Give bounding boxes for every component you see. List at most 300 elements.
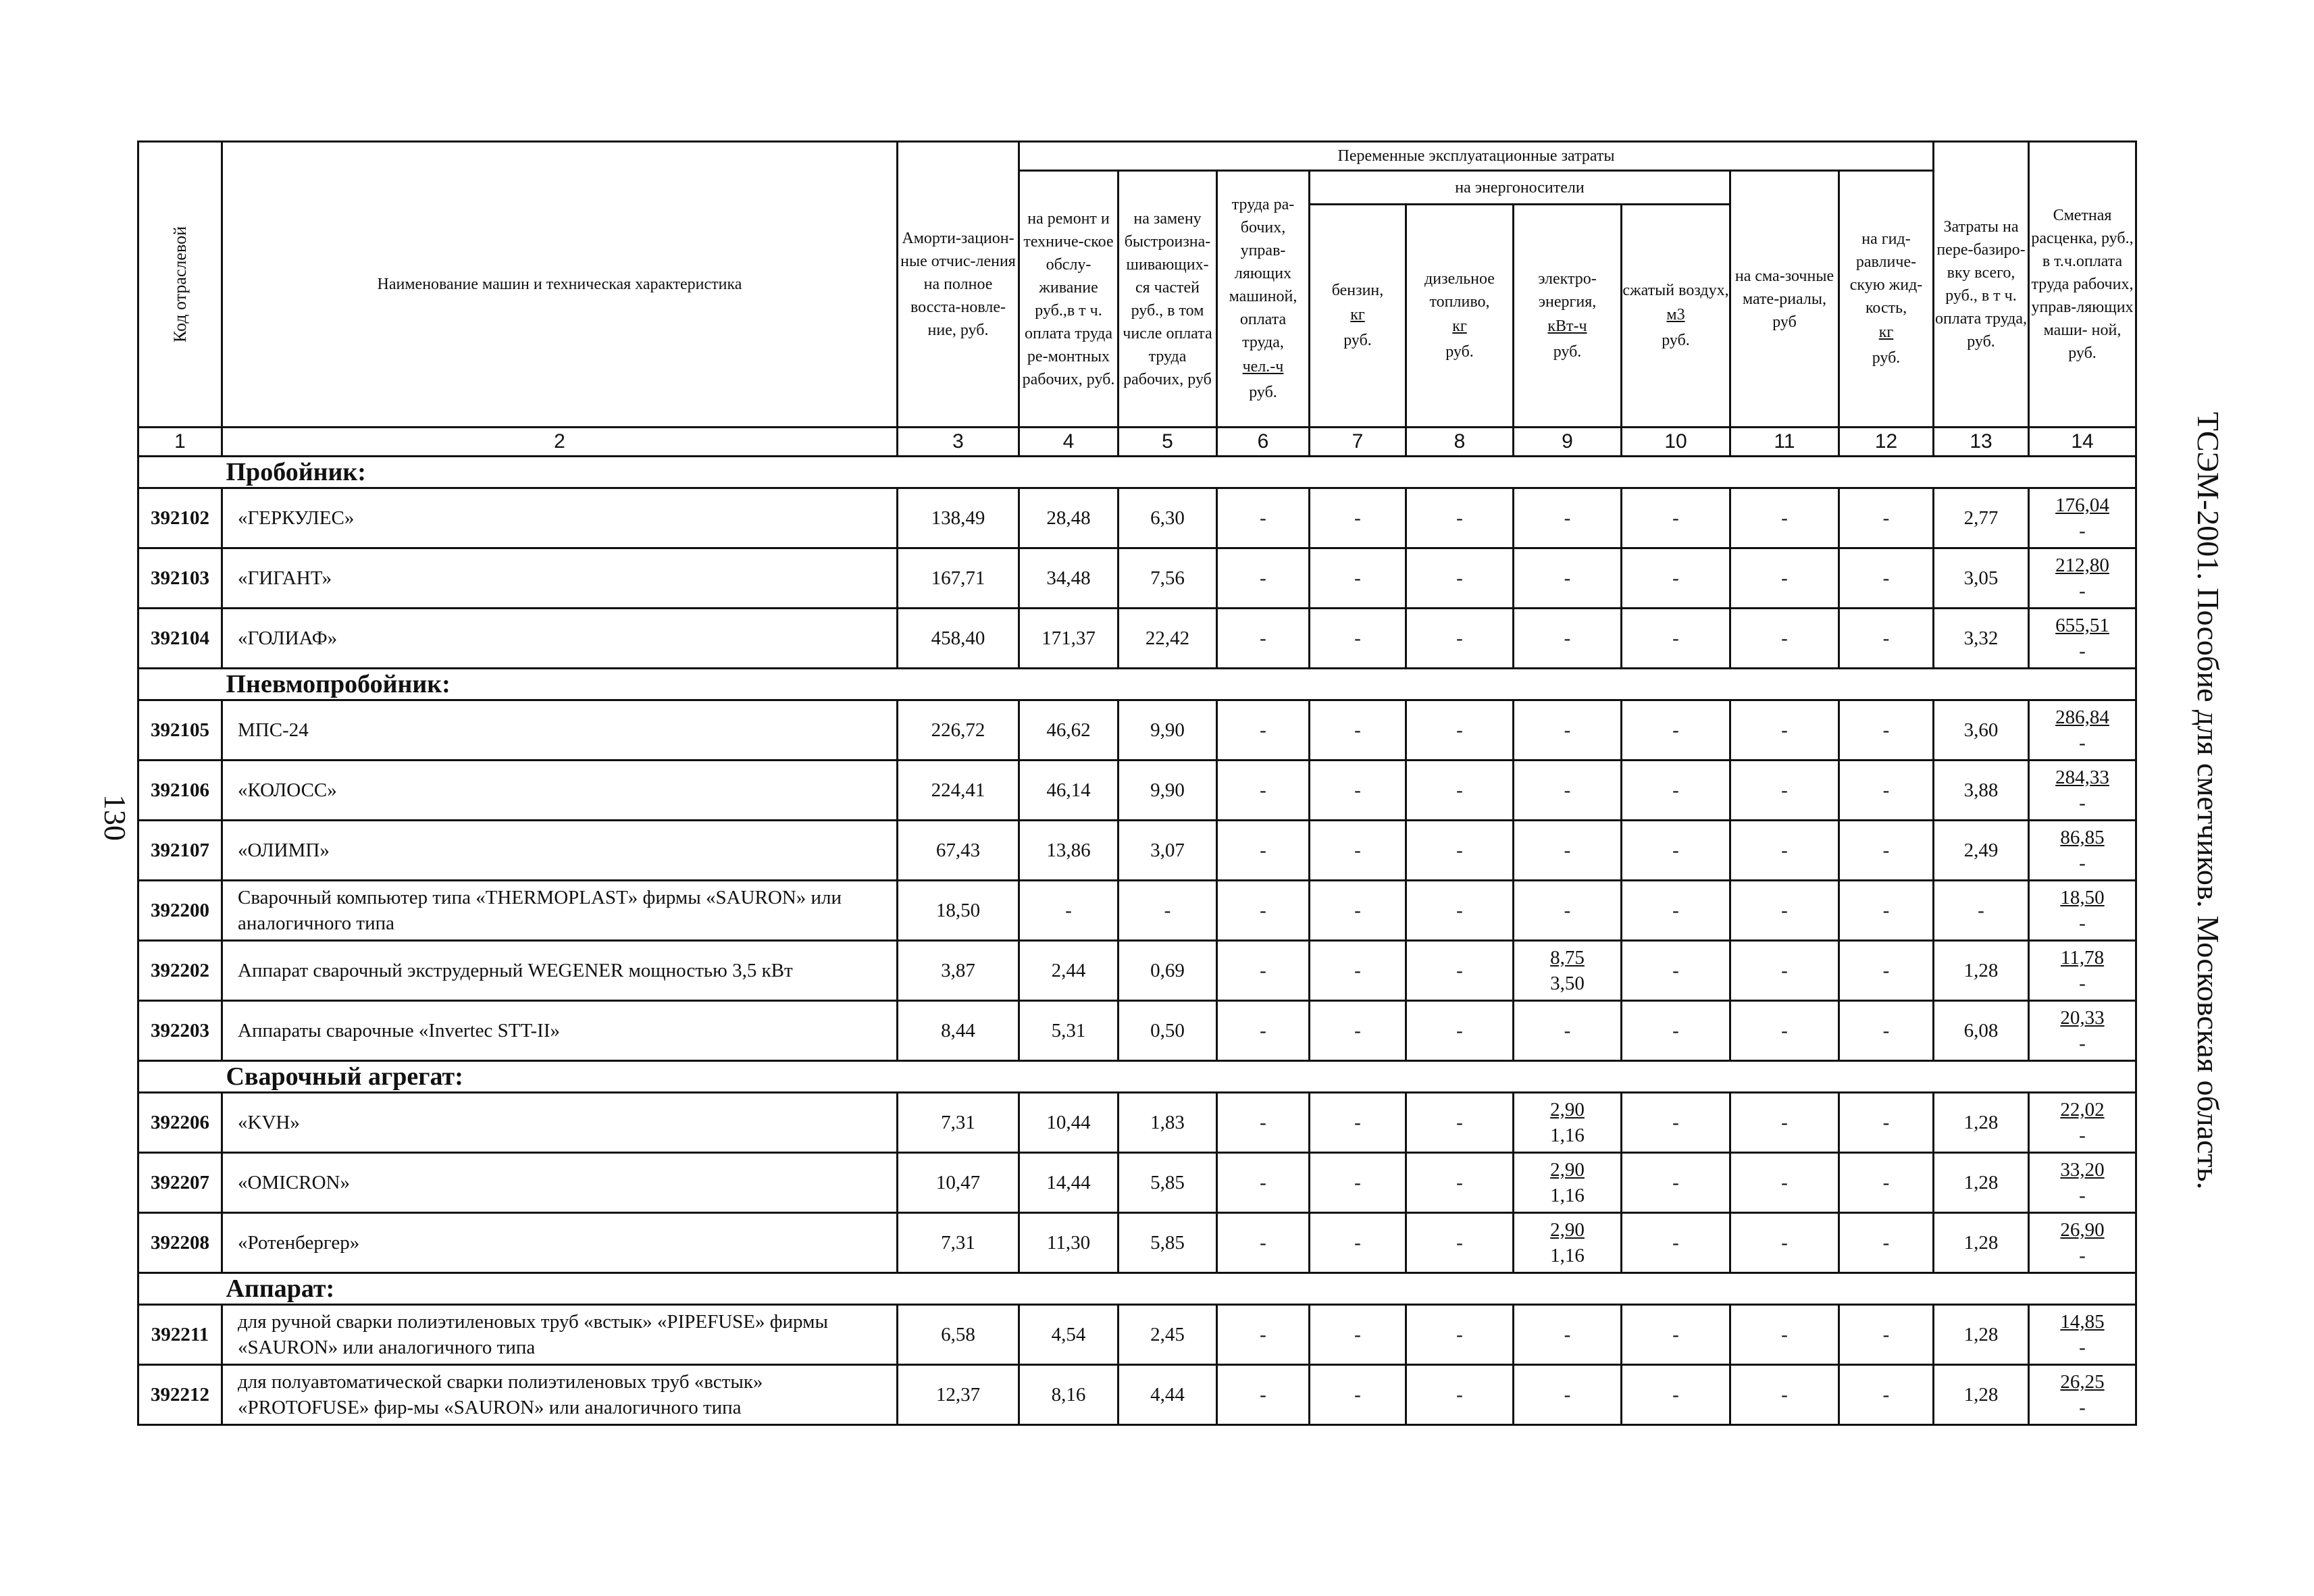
- rate-total: 11,78: [2060, 947, 2105, 969]
- lubricant-cell: -: [1730, 1093, 1839, 1153]
- air-cell: -: [1622, 881, 1730, 941]
- labor-cell: -: [1217, 1213, 1310, 1273]
- rate-total: 18,50: [2060, 887, 2105, 908]
- table-row: [138, 1001, 2136, 1061]
- header-air: сжатый воздух, $\frac{м3}{\text{руб.}}$: [1622, 205, 1730, 428]
- rate-labor: -: [2079, 640, 2086, 662]
- header-parts: на замену быстроизна-шивающих-ся частей руб., в том числе оплата труда рабочих, руб: [1119, 171, 1217, 428]
- machine-code: 392208: [138, 1213, 222, 1273]
- header-diesel: дизельное топливо, $\frac{кг}{\text{руб.}}$: [1406, 205, 1514, 428]
- diesel-cell: -: [1406, 941, 1514, 1001]
- relocation-cell: 1,28: [1934, 1213, 2029, 1273]
- rate-fraction: [2055, 765, 2109, 816]
- parts-cell: 1,83: [1119, 1093, 1217, 1153]
- labor-cell: -: [1217, 821, 1310, 881]
- column-number: 5: [1119, 428, 1217, 457]
- relocation-cell: 6,08: [1934, 1001, 2029, 1061]
- machine-code: 392200: [138, 881, 222, 941]
- parts-cell: -: [1119, 881, 1217, 941]
- column-number: 13: [1934, 428, 2029, 457]
- rate-fraction: [2055, 492, 2109, 544]
- column-number-row: [138, 428, 2136, 457]
- rate-labor: -: [2079, 973, 2086, 994]
- column-number: 3: [898, 428, 1019, 457]
- rate-labor: -: [2079, 852, 2086, 874]
- repair-cell: 46,62: [1019, 700, 1119, 761]
- repair-cell: 11,30: [1019, 1213, 1119, 1273]
- rate-fraction: [2055, 552, 2109, 604]
- petrol-cell: -: [1310, 821, 1406, 881]
- relocation-cell: 2,77: [1934, 488, 2029, 548]
- column-number: 14: [2029, 428, 2136, 457]
- machine-code: 392106: [138, 761, 222, 821]
- machine-code: 392203: [138, 1001, 222, 1061]
- column-number: 1: [138, 428, 222, 457]
- machine-name: «ГОЛИАФ»: [222, 609, 898, 669]
- electricity-cell: -: [1514, 821, 1622, 881]
- rate-total: 86,85: [2060, 827, 2105, 848]
- machine-name: Аппарат сварочный экструдерный WEGENER мощностью 3,5 кВт: [222, 941, 898, 1001]
- diesel-cell: -: [1406, 1305, 1514, 1365]
- parts-cell: 0,69: [1119, 941, 1217, 1001]
- header-lubricant: на сма-зочные мате-риалы, руб: [1730, 171, 1839, 428]
- section-title: Сварочный агрегат:: [222, 1061, 2136, 1093]
- rate-fraction: [2060, 1005, 2104, 1056]
- amortization-cell: 67,43: [898, 821, 1019, 881]
- air-cell: -: [1622, 1365, 1730, 1425]
- electricity-cell: [1514, 1093, 1622, 1153]
- repair-cell: 14,44: [1019, 1153, 1119, 1213]
- section-title: Пневмопробойник:: [222, 669, 2136, 700]
- column-number: 12: [1839, 428, 1934, 457]
- electricity-kwh: 2,90: [1550, 1099, 1585, 1121]
- repair-cell: 28,48: [1019, 488, 1119, 548]
- column-number: 6: [1217, 428, 1310, 457]
- hydraulic-cell: -: [1839, 700, 1934, 761]
- air-cell: -: [1622, 1153, 1730, 1213]
- diesel-cell: -: [1406, 1153, 1514, 1213]
- rate-fraction: [2055, 704, 2109, 756]
- hydraulic-cell: -: [1839, 1153, 1934, 1213]
- amortization-cell: 8,44: [898, 1001, 1019, 1061]
- machine-code: 392105: [138, 700, 222, 761]
- hydraulic-cell: -: [1839, 609, 1934, 669]
- electricity-cell: -: [1514, 1305, 1622, 1365]
- table-row: [138, 761, 2136, 821]
- rate-total: 26,90: [2060, 1219, 2105, 1241]
- table-row: [138, 1093, 2136, 1153]
- diesel-cell: -: [1406, 761, 1514, 821]
- relocation-cell: 2,49: [1934, 821, 2029, 881]
- hydraulic-cell: -: [1839, 881, 1934, 941]
- table-body: [138, 428, 2136, 1425]
- repair-cell: 10,44: [1019, 1093, 1119, 1153]
- repair-cell: 8,16: [1019, 1365, 1119, 1425]
- machine-code: 392102: [138, 488, 222, 548]
- parts-cell: 9,90: [1119, 700, 1217, 761]
- hydraulic-cell: -: [1839, 1213, 1934, 1273]
- machine-name: «Ротенбергер»: [222, 1213, 898, 1273]
- petrol-cell: -: [1310, 1093, 1406, 1153]
- machine-name: «KVH»: [222, 1093, 898, 1153]
- petrol-cell: -: [1310, 1001, 1406, 1061]
- amortization-cell: 7,31: [898, 1213, 1019, 1273]
- electricity-kwh: 2,90: [1550, 1159, 1585, 1181]
- labor-cell: -: [1217, 1153, 1310, 1213]
- machine-name: «КОЛОСС»: [222, 761, 898, 821]
- header-petrol: бензин, $\frac{кг}{\text{руб.}}$: [1310, 205, 1406, 428]
- labor-cell: -: [1217, 761, 1310, 821]
- electricity-cell: -: [1514, 609, 1622, 669]
- rate-labor: -: [2079, 1033, 2086, 1054]
- section-title: Пробойник:: [222, 457, 2136, 488]
- relocation-cell: 1,28: [1934, 1305, 2029, 1365]
- price-table: [137, 140, 2137, 1426]
- lubricant-cell: -: [1730, 609, 1839, 669]
- header-relocation: Затраты на пере-базиро-вку всего, руб., в т ч. оплата труда, руб.: [1934, 142, 2029, 428]
- hydraulic-cell: -: [1839, 761, 1934, 821]
- air-cell: -: [1622, 1213, 1730, 1273]
- rate-total: 33,20: [2060, 1159, 2105, 1181]
- repair-cell: 46,14: [1019, 761, 1119, 821]
- parts-cell: 9,90: [1119, 761, 1217, 821]
- petrol-cell: -: [1310, 1213, 1406, 1273]
- rate-cell: [2029, 609, 2136, 669]
- amortization-cell: 226,72: [898, 700, 1019, 761]
- section-title: Аппарат:: [222, 1273, 2136, 1305]
- repair-cell: 34,48: [1019, 548, 1119, 609]
- relocation-cell: 3,88: [1934, 761, 2029, 821]
- hydraulic-cell: -: [1839, 1001, 1934, 1061]
- electricity-cell: [1514, 1153, 1622, 1213]
- air-cell: -: [1622, 548, 1730, 609]
- table-row: [138, 1305, 2136, 1365]
- header-labor: труда ра-бочих, управ-ляющих машиной, оплата труда, $\frac{\text{чел.-ч}}{\text{руб.}}$: [1217, 171, 1310, 428]
- labor-cell: -: [1217, 941, 1310, 1001]
- labor-cell: -: [1217, 1001, 1310, 1061]
- lubricant-cell: -: [1730, 488, 1839, 548]
- petrol-cell: -: [1310, 761, 1406, 821]
- amortization-cell: 7,31: [898, 1093, 1019, 1153]
- rate-total: 22,02: [2060, 1099, 2105, 1121]
- rate-fraction: [2060, 1157, 2104, 1208]
- labor-cell: -: [1217, 881, 1310, 941]
- diesel-cell: -: [1406, 1365, 1514, 1425]
- page-number: 130: [97, 794, 132, 841]
- rate-total: 20,33: [2060, 1007, 2105, 1029]
- relocation-cell: -: [1934, 881, 2029, 941]
- header-rate: Сметная расценка, руб., в т.ч.оплата труда рабочих, управ-ляющих маши- ной, руб.: [2029, 142, 2136, 428]
- lubricant-cell: -: [1730, 1001, 1839, 1061]
- table-row: [138, 609, 2136, 669]
- rate-labor: -: [2079, 912, 2086, 934]
- rate-cell: [2029, 1001, 2136, 1061]
- relocation-cell: 3,05: [1934, 548, 2029, 609]
- section-header-row: [138, 457, 2136, 488]
- electricity-cell: -: [1514, 700, 1622, 761]
- header-energy: на энергоносители: [1310, 171, 1730, 205]
- column-number: 2: [222, 428, 898, 457]
- electricity-cell: -: [1514, 1365, 1622, 1425]
- electricity-fraction: [1550, 1157, 1585, 1208]
- petrol-cell: -: [1310, 609, 1406, 669]
- parts-cell: 7,56: [1119, 548, 1217, 609]
- electricity-fraction: [1550, 1097, 1585, 1148]
- machine-code: 392107: [138, 821, 222, 881]
- rate-cell: [2029, 548, 2136, 609]
- diesel-cell: -: [1406, 1213, 1514, 1273]
- table-row: [138, 1153, 2136, 1213]
- electricity-cell: -: [1514, 761, 1622, 821]
- relocation-cell: 3,60: [1934, 700, 2029, 761]
- lubricant-cell: -: [1730, 1365, 1839, 1425]
- lubricant-cell: -: [1730, 821, 1839, 881]
- parts-cell: 3,07: [1119, 821, 1217, 881]
- hydraulic-cell: -: [1839, 548, 1934, 609]
- machine-name: для полуавтоматической сварки полиэтиленовых труб «встык» «PROTOFUSE» фир-мы «SAURON» или аналогичного типа: [222, 1365, 898, 1425]
- diesel-cell: -: [1406, 881, 1514, 941]
- header-name: Наименование машин и техническая характеристика: [222, 142, 898, 428]
- electricity-kwh: 8,75: [1550, 947, 1585, 969]
- amortization-cell: 167,71: [898, 548, 1019, 609]
- electricity-cell: -: [1514, 488, 1622, 548]
- rate-fraction: [2060, 1369, 2104, 1420]
- air-cell: -: [1622, 1093, 1730, 1153]
- rate-fraction: [2055, 613, 2109, 664]
- air-cell: -: [1622, 821, 1730, 881]
- electricity-rub: 1,16: [1550, 1185, 1585, 1206]
- price-table-sheet: [137, 140, 2135, 1426]
- hydraulic-cell: -: [1839, 488, 1934, 548]
- diesel-cell: -: [1406, 609, 1514, 669]
- rate-cell: [2029, 1093, 2136, 1153]
- table-row: [138, 1365, 2136, 1425]
- column-number: 10: [1622, 428, 1730, 457]
- machine-name: «ОЛИМП»: [222, 821, 898, 881]
- relocation-cell: 3,32: [1934, 609, 2029, 669]
- hydraulic-cell: -: [1839, 1093, 1934, 1153]
- rate-labor: -: [2079, 1185, 2086, 1206]
- machine-code: 392104: [138, 609, 222, 669]
- rate-labor: -: [2079, 1245, 2086, 1266]
- petrol-cell: -: [1310, 1365, 1406, 1425]
- rate-cell: [2029, 1153, 2136, 1213]
- section-code-cell: [138, 669, 222, 700]
- labor-cell: -: [1217, 609, 1310, 669]
- lubricant-cell: -: [1730, 881, 1839, 941]
- table-row: [138, 881, 2136, 941]
- table-row: [138, 488, 2136, 548]
- air-cell: -: [1622, 700, 1730, 761]
- repair-cell: 4,54: [1019, 1305, 1119, 1365]
- machine-name: для ручной сварки полиэтиленовых труб «встык» «PIPEFUSE» фирмы «SAURON» или аналогичного типа: [222, 1305, 898, 1365]
- header-electricity: электро-энергия, $\frac{\text{кВт-ч}}{\text{руб.}}$: [1514, 205, 1622, 428]
- rate-labor: -: [2079, 520, 2086, 542]
- electricity-rub: 1,16: [1550, 1125, 1585, 1146]
- machine-name: «OMICRON»: [222, 1153, 898, 1213]
- relocation-cell: 1,28: [1934, 941, 2029, 1001]
- rate-cell: [2029, 821, 2136, 881]
- electricity-rub: 1,16: [1550, 1245, 1585, 1266]
- rate-cell: [2029, 1365, 2136, 1425]
- column-number: 11: [1730, 428, 1839, 457]
- parts-cell: 0,50: [1119, 1001, 1217, 1061]
- parts-cell: 22,42: [1119, 609, 1217, 669]
- hydraulic-cell: -: [1839, 821, 1934, 881]
- amortization-cell: 224,41: [898, 761, 1019, 821]
- rate-total: 176,04: [2055, 494, 2109, 516]
- air-cell: -: [1622, 609, 1730, 669]
- air-cell: -: [1622, 941, 1730, 1001]
- column-number: 8: [1406, 428, 1514, 457]
- hydraulic-cell: -: [1839, 941, 1934, 1001]
- rate-total: 14,85: [2060, 1311, 2105, 1333]
- parts-cell: 6,30: [1119, 488, 1217, 548]
- machine-name: Сварочный компьютер типа «THERMOPLAST» фирмы «SAURON» или аналогичного типа: [222, 881, 898, 941]
- section-header-row: [138, 669, 2136, 700]
- repair-cell: -: [1019, 881, 1119, 941]
- rate-labor: -: [2079, 732, 2086, 754]
- diesel-cell: -: [1406, 700, 1514, 761]
- labor-cell: -: [1217, 1093, 1310, 1153]
- hydraulic-cell: -: [1839, 1305, 1934, 1365]
- petrol-cell: -: [1310, 700, 1406, 761]
- rate-fraction: [2060, 1097, 2104, 1148]
- diesel-cell: -: [1406, 1093, 1514, 1153]
- rate-labor: -: [2079, 1125, 2086, 1146]
- parts-cell: 4,44: [1119, 1365, 1217, 1425]
- air-cell: -: [1622, 1001, 1730, 1061]
- section-header-row: [138, 1061, 2136, 1093]
- air-cell: -: [1622, 761, 1730, 821]
- lubricant-cell: -: [1730, 761, 1839, 821]
- amortization-cell: 12,37: [898, 1365, 1019, 1425]
- electricity-cell: [1514, 941, 1622, 1001]
- rate-total: 26,25: [2060, 1371, 2105, 1393]
- labor-cell: -: [1217, 548, 1310, 609]
- hydraulic-cell: -: [1839, 1365, 1934, 1425]
- electricity-rub: 3,50: [1550, 973, 1585, 994]
- electricity-cell: -: [1514, 1001, 1622, 1061]
- petrol-cell: -: [1310, 548, 1406, 609]
- repair-cell: 13,86: [1019, 821, 1119, 881]
- petrol-cell: -: [1310, 941, 1406, 1001]
- labor-cell: -: [1217, 488, 1310, 548]
- amortization-cell: 3,87: [898, 941, 1019, 1001]
- rate-fraction: [2060, 1309, 2104, 1360]
- lubricant-cell: -: [1730, 1153, 1839, 1213]
- amortization-cell: 10,47: [898, 1153, 1019, 1213]
- rate-labor: -: [2079, 1337, 2086, 1358]
- table-row: [138, 1213, 2136, 1273]
- air-cell: -: [1622, 1305, 1730, 1365]
- lubricant-cell: -: [1730, 1305, 1839, 1365]
- column-number: 4: [1019, 428, 1119, 457]
- rate-cell: [2029, 761, 2136, 821]
- machine-name: «ГЕРКУЛЕС»: [222, 488, 898, 548]
- parts-cell: 5,85: [1119, 1153, 1217, 1213]
- rate-total: 284,33: [2055, 767, 2109, 788]
- repair-cell: 171,37: [1019, 609, 1119, 669]
- repair-cell: 5,31: [1019, 1001, 1119, 1061]
- petrol-cell: -: [1310, 1305, 1406, 1365]
- labor-cell: -: [1217, 700, 1310, 761]
- diesel-cell: -: [1406, 548, 1514, 609]
- relocation-cell: 1,28: [1934, 1365, 2029, 1425]
- table-row: [138, 548, 2136, 609]
- column-number: 7: [1310, 428, 1406, 457]
- lubricant-cell: -: [1730, 700, 1839, 761]
- diesel-cell: -: [1406, 488, 1514, 548]
- rate-cell: [2029, 881, 2136, 941]
- repair-cell: 2,44: [1019, 941, 1119, 1001]
- rate-fraction: [2060, 885, 2104, 936]
- lubricant-cell: -: [1730, 941, 1839, 1001]
- rate-fraction: [2060, 1217, 2104, 1268]
- machine-code: 392207: [138, 1153, 222, 1213]
- electricity-cell: [1514, 1213, 1622, 1273]
- rate-cell: [2029, 488, 2136, 548]
- section-code-cell: [138, 457, 222, 488]
- machine-code: 392211: [138, 1305, 222, 1365]
- rate-labor: -: [2079, 1397, 2086, 1418]
- header-variable-costs: Переменные эксплуатационные затраты: [1019, 142, 1934, 171]
- rate-cell: [2029, 1213, 2136, 1273]
- rate-total: 286,84: [2055, 706, 2109, 728]
- electricity-kwh: 2,90: [1550, 1219, 1585, 1241]
- machine-name: «ГИГАНТ»: [222, 548, 898, 609]
- machine-code: 392206: [138, 1093, 222, 1153]
- rate-cell: [2029, 700, 2136, 761]
- table-row: [138, 700, 2136, 761]
- parts-cell: 5,85: [1119, 1213, 1217, 1273]
- electricity-fraction: [1550, 1217, 1585, 1268]
- header-hydraulic: на гид-равличе-скую жид-кость, $\frac{кг}{\text{руб.}}$: [1839, 171, 1934, 428]
- machine-code: 392212: [138, 1365, 222, 1425]
- rate-fraction: [2061, 945, 2104, 996]
- diesel-cell: -: [1406, 821, 1514, 881]
- rate-total: 655,51: [2055, 615, 2109, 636]
- header-repair: на ремонт и техниче-ское обслу-живание руб.,в т ч. оплата труда ре-монтных рабочих, руб.: [1019, 171, 1119, 428]
- air-cell: -: [1622, 488, 1730, 548]
- amortization-cell: 18,50: [898, 881, 1019, 941]
- lubricant-cell: -: [1730, 548, 1839, 609]
- rate-cell: [2029, 1305, 2136, 1365]
- machine-name: МПС-24: [222, 700, 898, 761]
- lubricant-cell: -: [1730, 1213, 1839, 1273]
- electricity-cell: -: [1514, 548, 1622, 609]
- electricity-fraction: [1550, 945, 1585, 996]
- rate-fraction: [2060, 825, 2104, 876]
- section-header-row: [138, 1273, 2136, 1305]
- diesel-cell: -: [1406, 1001, 1514, 1061]
- machine-code: 392202: [138, 941, 222, 1001]
- amortization-cell: 6,58: [898, 1305, 1019, 1365]
- relocation-cell: 1,28: [1934, 1153, 2029, 1213]
- machine-code: 392103: [138, 548, 222, 609]
- rate-total: 212,80: [2055, 555, 2109, 576]
- parts-cell: 2,45: [1119, 1305, 1217, 1365]
- machine-name: Аппараты сварочные «Invertec STT-II»: [222, 1001, 898, 1061]
- table-row: [138, 941, 2136, 1001]
- rate-labor: -: [2079, 792, 2086, 814]
- rate-cell: [2029, 941, 2136, 1001]
- rate-labor: -: [2079, 580, 2086, 602]
- section-code-cell: [138, 1273, 222, 1305]
- electricity-cell: -: [1514, 881, 1622, 941]
- header-amort: Аморти-зацион-ные отчис-ления на полное восста-новле-ние, руб.: [898, 142, 1019, 428]
- table-row: [138, 821, 2136, 881]
